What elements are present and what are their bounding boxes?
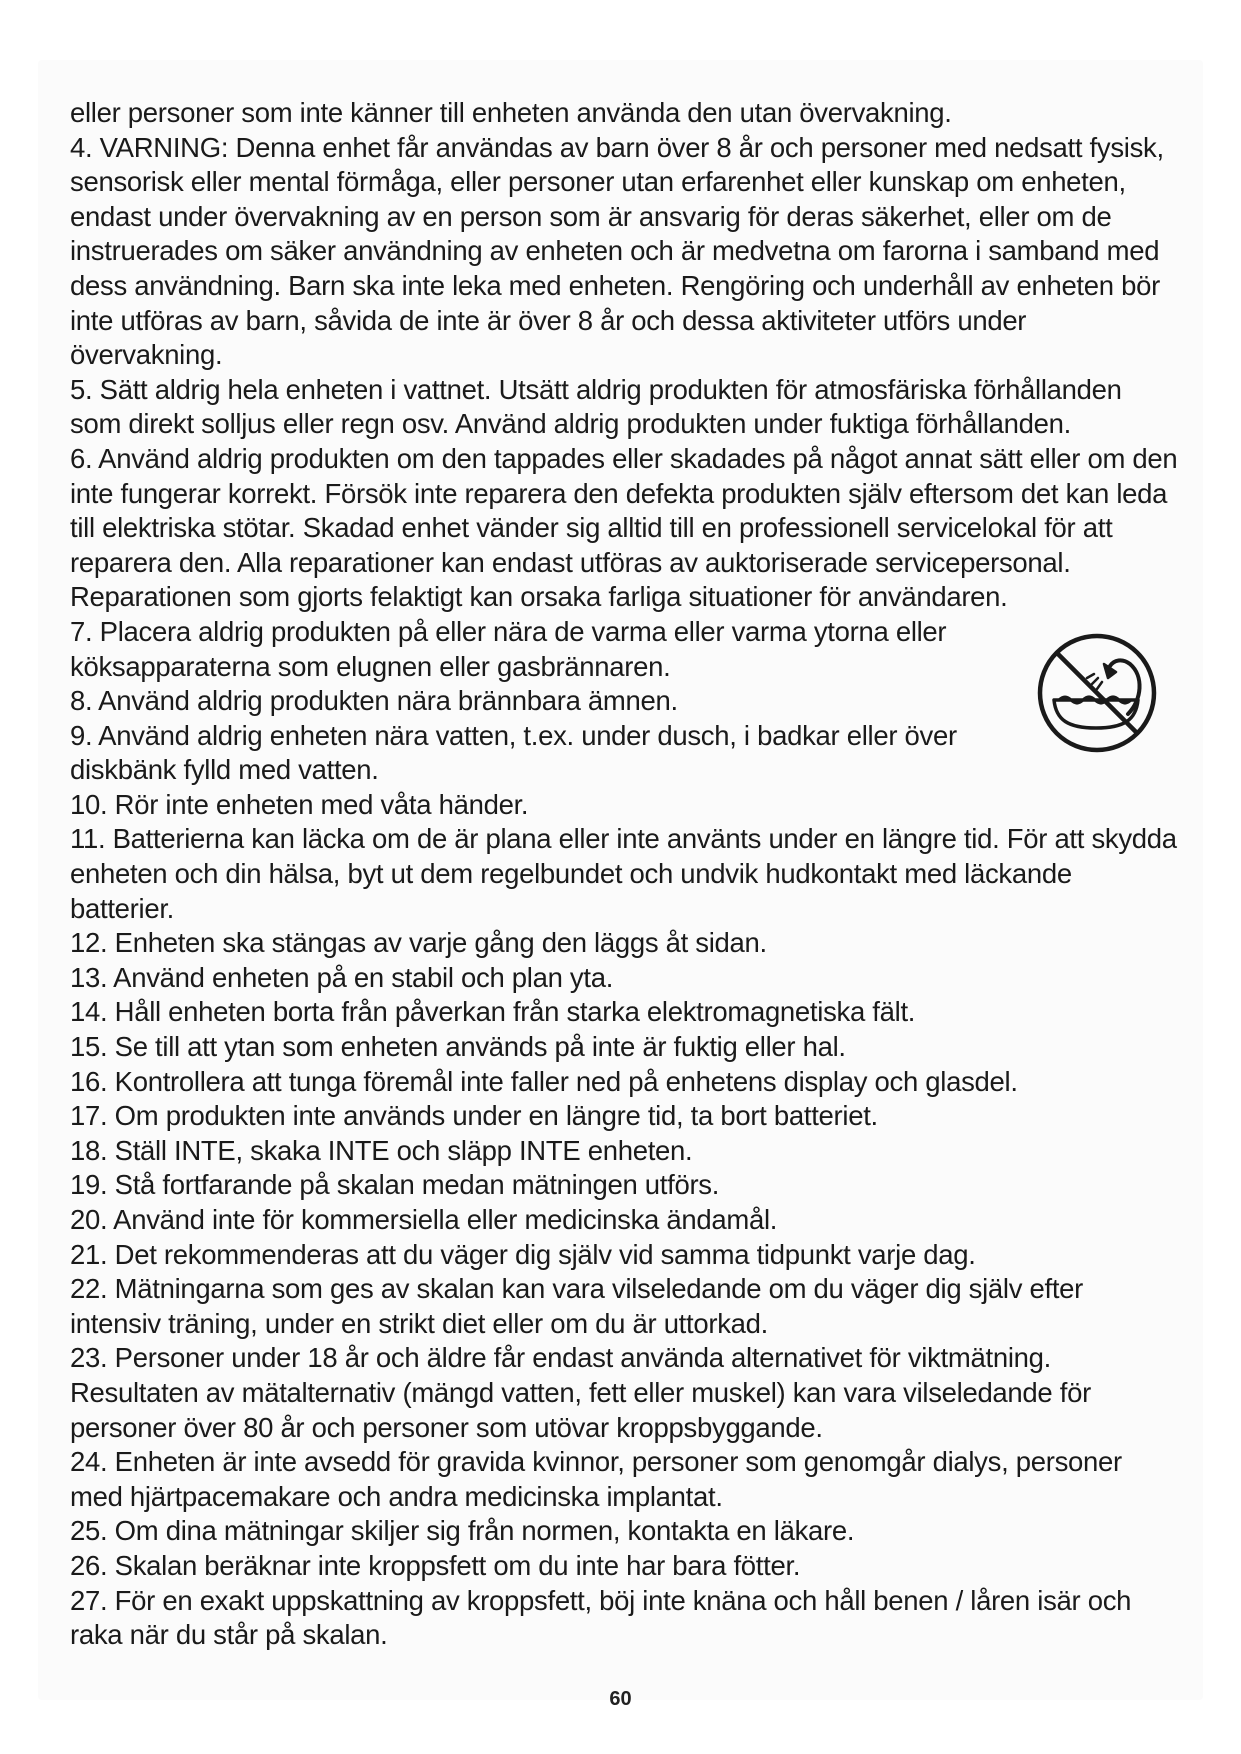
paragraph-item-23: 23. Personer under 18 år och äldre får endast använda alternativet för viktmätning. Resultaten av mätalternativ (mängd vatten, fett eller muskel) kan vara vilseledande för personer över 80 år och personer som utövar kroppsbyggande. (70, 1342, 1091, 1443)
paragraph-item-6: 6. Använd aldrig produkten om den tappades eller skadades på något annat sätt eller om den inte fungerar korrekt. Försök inte reparera den defekta produkten själv eftersom det kan leda till elektriska stötar. Skadad enhet vänder sig alltid till en professionell servicelokal för att reparera den. Alla reparationer kan endast utföras av auktoriserade servicepersonal. Reparationen som gjorts felaktigt kan orsaka farliga situationer för användaren. (70, 442, 1178, 613)
paragraph-item-15: 15. Se till att ytan som enheten används på inte är fuktig eller hal. (70, 1031, 846, 1063)
document-body (70, 96, 1180, 1653)
icon-adjacent-section (70, 615, 970, 788)
paragraph-item-26: 26. Skalan beräknar inte kroppsfett om du inte har bara fötter. (70, 1549, 801, 1581)
paragraph-item-9: 9. Använd aldrig enheten nära vatten, t.ex. under dusch, i badkar eller över diskbänk fylld med vatten. (70, 719, 957, 786)
paragraph-item-19: 19. Stå fortfarande på skalan medan mätningen utförs. (70, 1169, 720, 1201)
paragraph-item-16: 16. Kontrollera att tunga föremål inte faller ned på enhetens display och glasdel. (70, 1065, 1018, 1097)
paragraph-item-11: 11. Batterierna kan läcka om de är plana eller inte använts under en längre tid. För att skydda enheten och din hälsa, byt ut dem regelbundet och undvik hudkontakt med läckande batterier. (70, 823, 1177, 924)
paragraph-continuation: eller personer som inte känner till enheten använda den utan övervakning. (70, 97, 952, 128)
paragraph-item-5: 5. Sätt aldrig hela enheten i vattnet. Utsätt aldrig produkten för atmosfäriska förhållanden som direkt solljus eller regn osv. Använd aldrig produkten under fuktiga förhållanden. (70, 373, 1122, 440)
page-number: 60 (609, 1688, 632, 1710)
paragraph-item-13: 13. Använd enheten på en stabil och plan yta. (70, 961, 614, 993)
paragraph-item-10: 10. Rör inte enheten med våta händer. (70, 788, 529, 820)
paragraph-item-20: 20. Använd inte för kommersiella eller medicinska ändamål. (70, 1204, 778, 1235)
paragraph-item-17: 17. Om produkten inte används under en längre tid, ta bort batteriet. (70, 1100, 878, 1132)
paragraph-item-25: 25. Om dina mätningar skiljer sig från normen, kontakta en läkare. (70, 1515, 855, 1547)
paragraph-item-27: 27. För en exakt uppskattning av kroppsfett, böj inte knäna och håll benen / låren isär och raka när du står på skalan. (70, 1584, 1132, 1651)
paragraph-item-22: 22. Mätningarna som ges av skalan kan vara vilseledande om du väger dig själv efter intensiv träning, under en strikt diet eller om du är uttorkad. (70, 1273, 1084, 1339)
paragraph-item-12: 12. Enheten ska stängas av varje gång den läggs åt sidan. (70, 927, 767, 959)
paragraph-item-24: 24. Enheten är inte avsedd för gravida kvinnor, personer som genomgår dialys, personer med hjärtpacemakare och andra medicinska implantat. (70, 1446, 1122, 1512)
paragraph-item-21: 21. Det rekommenderas att du väger dig själv vid samma tidpunkt varje dag. (70, 1238, 976, 1270)
paragraph-item-18: 18. Ställ INTE, skaka INTE och släpp INTE enheten. (70, 1134, 693, 1166)
paragraph-item-8: 8. Använd aldrig produkten nära brännbara ämnen. (70, 685, 678, 717)
paragraph-item-14: 14. Håll enheten borta från påverkan från starka elektromagnetiska fält. (70, 996, 916, 1028)
paragraph-item-4: 4. VARNING: Denna enhet får användas av barn över 8 år och personer med nedsatt fysisk, sensorisk eller mental förmåga, eller personer utan erfarenhet eller kunskap om enheten, endast under övervakning av en person som är ansvarig för deras säkerhet, eller om de instruerades om säker användning av enheten och är medvetna om farorna i samband med dess användning. Barn ska inte leka med enheten. Rengöring och underhåll av enheten bör inte utföras av barn, såvida de inte är över 8 år och dessa aktiviteter utförs under övervakning. (70, 131, 1164, 371)
paragraph-item-7: 7. Placera aldrig produkten på eller nära de varma eller varma ytorna eller köksapparaterna som elugnen eller gasbrännaren. (70, 615, 947, 682)
no-water-bath-icon (1032, 628, 1162, 758)
